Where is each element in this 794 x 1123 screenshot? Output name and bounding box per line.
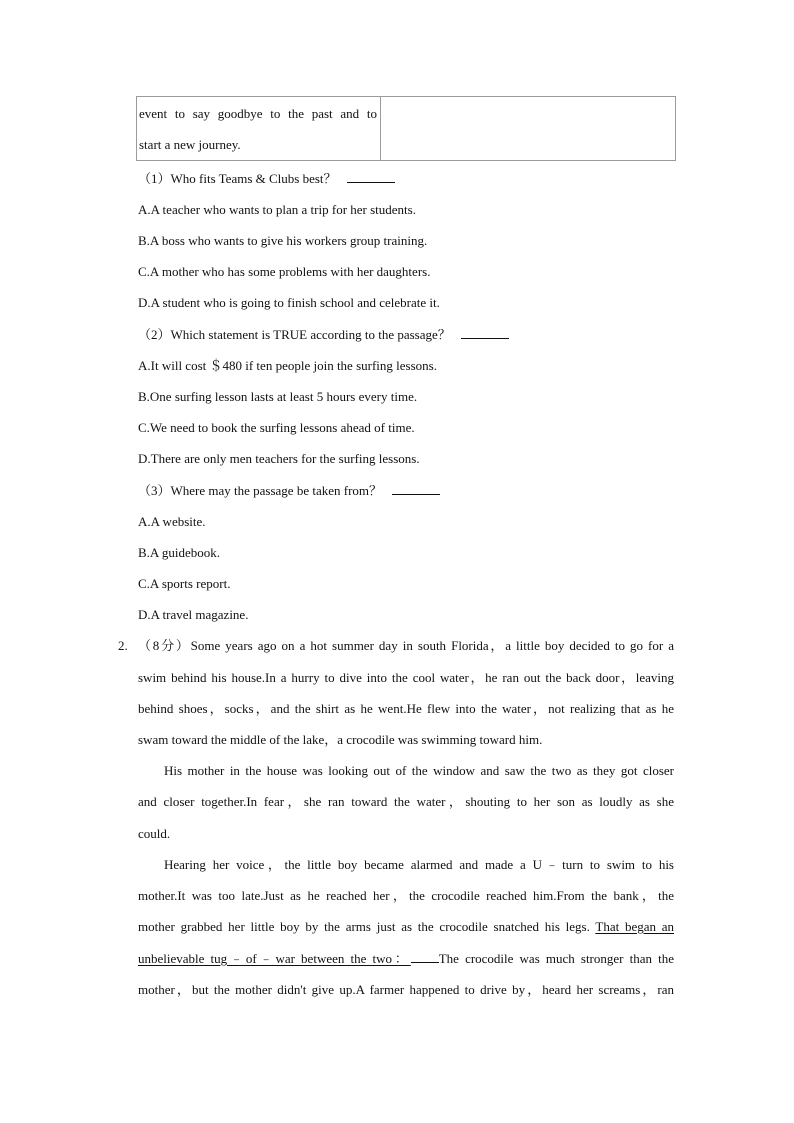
question-text: （2）Which statement is TRUE according to the passage？ [138,327,451,342]
option-item: D.A travel magazine. [138,607,249,622]
passage-line: swam toward the middle of the lake，a crocodile was swimming toward him. [138,732,543,747]
passage-line [138,950,674,967]
passage-line: （8分）Some years ago on a hot summer day in south Florida，a little boy decided to go for a [138,638,674,653]
option-item: A.A website. [138,514,206,529]
passage-line: could. [138,826,171,841]
underlined-sentence: unbelievable tug﹣of﹣war between the two： [138,951,411,966]
answer-blank[interactable] [461,326,509,339]
table-cell-line: event to say goodbye to the past and to [139,106,377,121]
option-item: C.A mother who has some problems with her daughters. [138,264,431,279]
answer-blank[interactable] [347,170,395,183]
option-item: B.A guidebook. [138,545,220,560]
passage-line: mother，but the mother didn't give up.A farmer happened to drive by，heard her screams，ran [138,982,674,997]
option-item: C.A sports report. [138,576,231,591]
option-item: A.It will cost ＄480 if ten people join the surfing lessons. [138,358,437,373]
passage-line [138,919,674,935]
table-cell-line: start a new journey. [139,137,241,152]
option-item: A.A teacher who wants to plan a trip for her students. [138,202,416,217]
passage-line: mother.It was too late.Just as he reached her，the crocodile reached him.From the bank，the [138,888,674,903]
option-item: D.There are only men teachers for the surfing lessons. [138,451,420,466]
passage-line: His mother in the house was looking out of the window and saw the two as they got closer [164,763,674,778]
question-stem [138,326,509,343]
question-text: （3）Where may the passage be taken from？ [138,483,383,498]
question-number: 2. [118,638,128,653]
table-cell-empty [381,97,676,161]
passage-line: and closer together.In fear，she ran toward the water，shouting to her son as loudly as she [138,794,674,809]
option-item: C.We need to book the surfing lessons ahead of time. [138,420,415,435]
passage-line: swim behind his house.In a hurry to dive into the cool water，he ran out the back door，leaving [138,670,674,685]
question-stem [138,170,395,187]
passage-line: behind shoes，socks，and the shirt as he went.He flew into the water，not realizing that as he [138,701,674,716]
passage-line: Hearing her voice，the little boy became alarmed and made a U﹣turn to swim to his [164,857,674,872]
passage-text: mother grabbed her little boy by the arms just as the crocodile snatched his legs. [138,919,596,934]
option-item: B.One surfing lesson lasts at least 5 hours every time. [138,389,418,404]
answer-blank[interactable] [392,482,440,495]
passage-text: The crocodile was much stronger than the [438,951,674,966]
option-item: B.A boss who wants to give his workers group training. [138,233,428,248]
option-item: D.A student who is going to finish school and celebrate it. [138,295,440,310]
underline-gap [411,950,439,963]
question-stem [138,482,440,499]
question-text: （1）Who fits Teams & Clubs best？ [138,171,337,186]
underlined-sentence: That began an [595,919,674,934]
